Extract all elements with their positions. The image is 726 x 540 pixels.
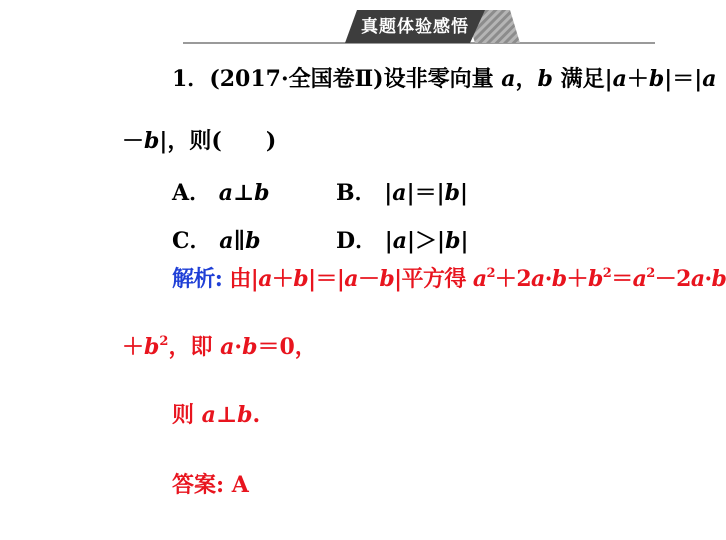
answer-value: A: [224, 472, 249, 498]
solution-line-3: 则 a⊥b.: [172, 402, 261, 428]
question-line-2: －b|，则( ): [122, 128, 277, 154]
question-line-1: 1．(2017·全国卷Ⅱ)设非零向量 a，b 满足|a＋b|＝|a: [172, 66, 717, 92]
answer-label: 答案:: [172, 472, 225, 498]
option-c: C． a∥b: [172, 228, 261, 254]
solution-label: 解析:: [172, 266, 223, 292]
question-source: (2017·全国卷Ⅱ): [209, 66, 384, 92]
option-a: A． a⊥b: [172, 180, 270, 206]
question-number: 1．: [172, 66, 210, 92]
solution-line-2: $+b^2$，即 a·b＝0，: [122, 334, 317, 360]
solution-line-1: 解析: 由|a＋b|＝|a－b|平方得 $a^2+2a\cdot b+b^2=a^2-2a\cdot b$: [172, 266, 726, 292]
option-b: B． |a|＝|b|: [336, 180, 468, 206]
option-d: D． |a|＞|b|: [336, 228, 469, 254]
header-title: 真题体验感悟: [361, 17, 469, 37]
answer-line: [172, 468, 249, 499]
